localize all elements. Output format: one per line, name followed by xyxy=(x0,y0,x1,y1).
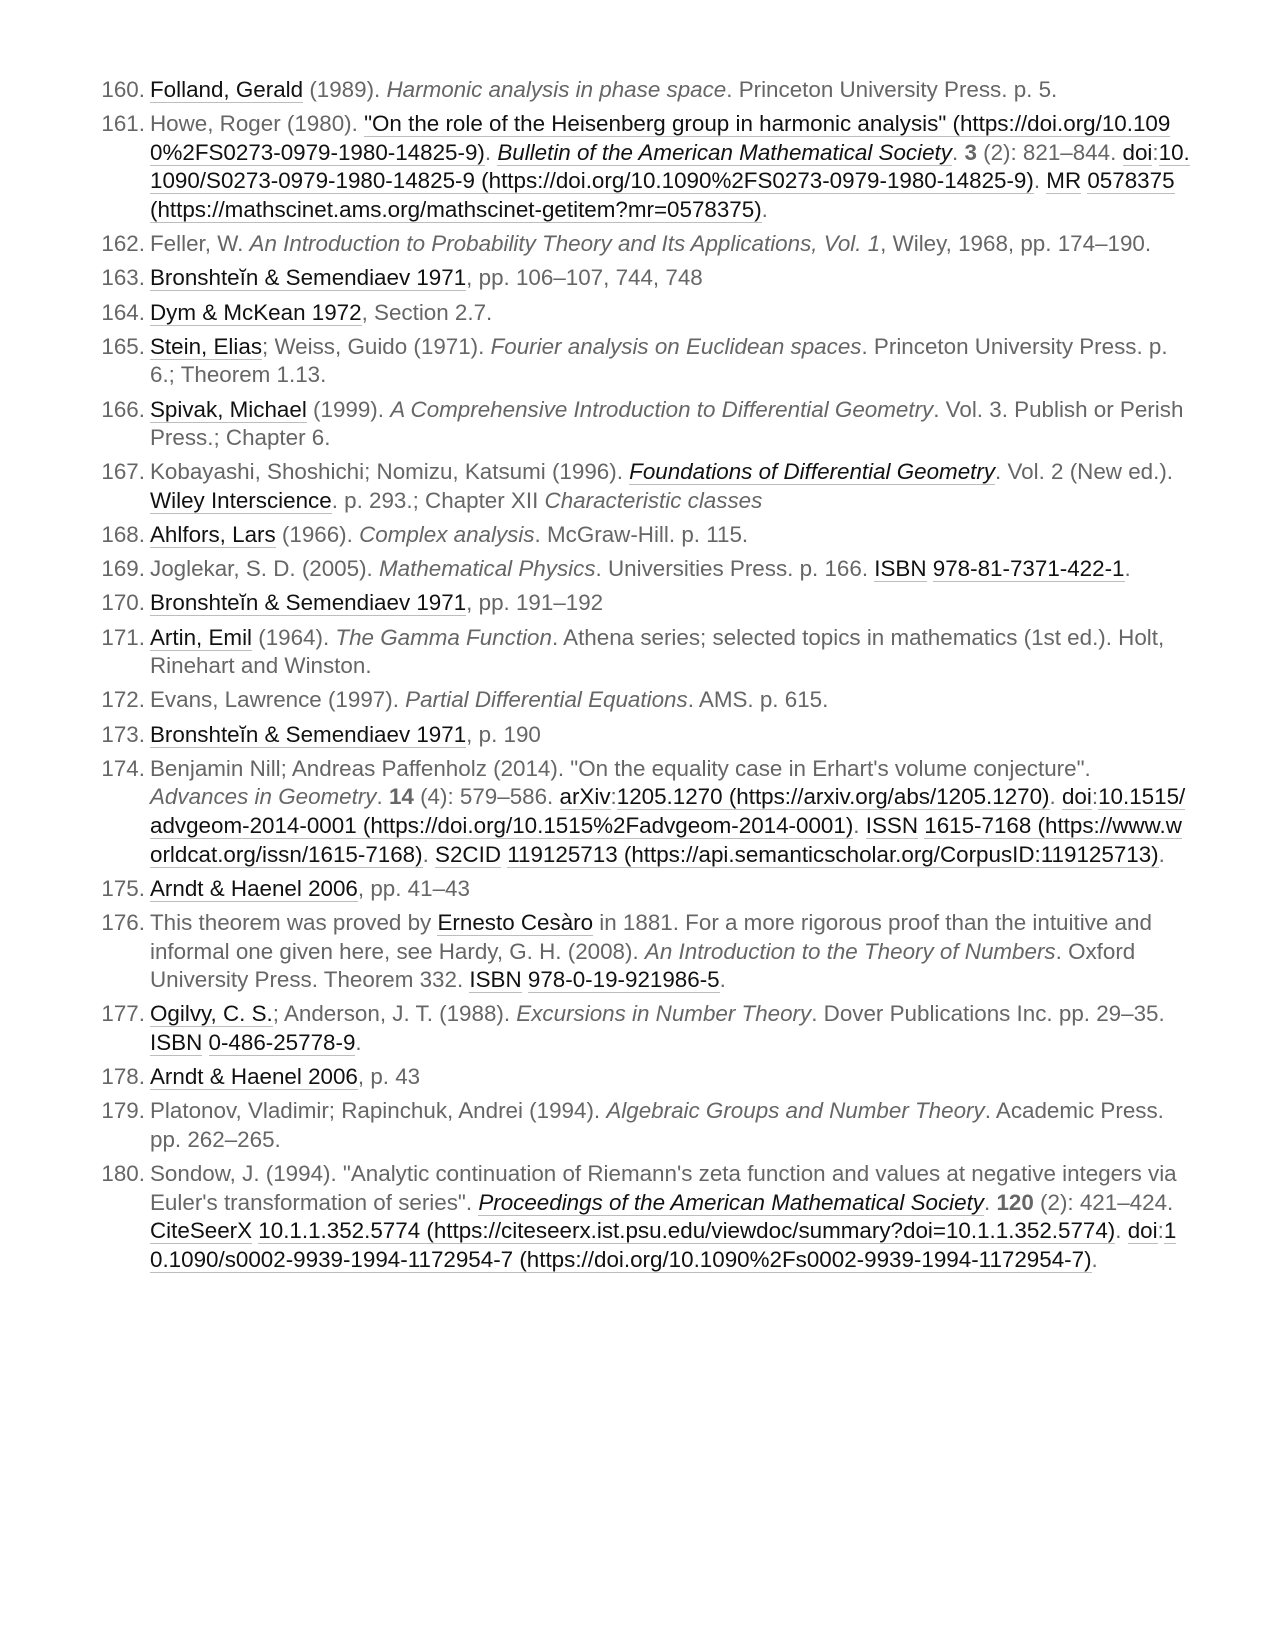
reference-fragment: . xyxy=(1049,784,1062,810)
reference-fragment: . Oxford University Press. Theorem 332. xyxy=(150,938,1136,993)
reference-title: A Comprehensive Introduction to Differential Geometry xyxy=(390,396,934,422)
reference-text xyxy=(150,556,1131,582)
reference-item xyxy=(90,909,1190,995)
reference-text xyxy=(150,722,541,748)
reference-fragment: . xyxy=(484,139,498,165)
reference-link[interactable]: Folland, Gerald xyxy=(150,77,304,102)
reference-fragment: : xyxy=(1157,1218,1164,1244)
reference-fragment: , Wiley, 1968, pp. 174–190. xyxy=(880,231,1152,257)
reference-number: 168. xyxy=(101,522,145,548)
reference-fragment: . xyxy=(1115,1218,1128,1244)
reference-fragment: ; Anderson, J. T. (1988). xyxy=(272,1001,517,1027)
reference-link[interactable]: ISBN xyxy=(150,1029,203,1055)
reference-number: 161. xyxy=(101,111,145,137)
reference-link[interactable]: Bronshteĭn & Semendiaev 1971 xyxy=(150,590,467,616)
reference-title: Mathematical Physics xyxy=(379,556,596,582)
reference-item xyxy=(90,396,1190,453)
reference-link[interactable]: 0578375 (https://mathscinet.ams.org/mathscinet-getitem?mr=0578375) xyxy=(150,168,1175,222)
reference-link[interactable]: Bronshteĭn & Semendiaev 1971 xyxy=(150,721,467,747)
reference-title: Harmonic analysis in phase space xyxy=(386,77,727,102)
reference-text xyxy=(150,1161,1177,1273)
reference-link[interactable]: Foundations of Differential Geometry xyxy=(629,459,996,485)
reference-link[interactable]: Arndt & Haenel 2006 xyxy=(150,875,358,901)
reference-title: Excursions in Number Theory xyxy=(516,1001,812,1027)
reference-fragment: : xyxy=(1152,139,1159,165)
reference-fragment: 3 xyxy=(964,139,977,165)
reference-item xyxy=(90,1097,1190,1154)
reference-text xyxy=(150,1064,420,1090)
reference-title: An Introduction to Probability Theory and Its Applications, Vol. 1 xyxy=(249,231,881,257)
reference-text xyxy=(150,625,1164,679)
reference-fragment: Joglekar, S. D. (2005). xyxy=(150,556,379,582)
reference-fragment: . xyxy=(376,784,389,810)
reference-fragment: This theorem was proved by xyxy=(150,909,438,935)
reference-fragment: (4): 579–586. xyxy=(413,784,560,810)
reference-link[interactable]: doi xyxy=(1061,784,1092,810)
reference-fragment: . Vol. 2 (New ed.). xyxy=(995,459,1174,485)
reference-number: 164. xyxy=(101,299,145,325)
reference-fragment: . xyxy=(422,841,436,867)
reference-fragment: (1999). xyxy=(306,396,391,422)
reference-fragment: . Vol. 3. Publish or Perish Press.; Chapter 6. xyxy=(150,396,1184,451)
reference-item xyxy=(90,1160,1190,1274)
reference-fragment: . xyxy=(853,812,866,838)
reference-item xyxy=(90,264,1190,293)
reference-link[interactable]: 1205.1270 (https://arxiv.org/abs/1205.1270) xyxy=(616,784,1050,810)
reference-item xyxy=(90,624,1190,681)
reference-item xyxy=(90,76,1190,105)
reference-text xyxy=(150,231,1151,256)
reference-fragment: . xyxy=(951,139,965,165)
reference-number: 172. xyxy=(101,687,145,713)
reference-link[interactable]: Ahlfors, Lars xyxy=(150,522,276,548)
reference-fragment: Sondow, J. (1994). "Analytic continuation of Riemann's zeta function and values at negative integers via Euler's transformation of series". xyxy=(150,1161,1177,1215)
reference-fragment: . xyxy=(355,1029,362,1055)
reference-fragment: (2): 421–424. xyxy=(1033,1189,1174,1215)
reference-link[interactable]: 1615-7168 (https://www.worldcat.org/issn/1615-7168) xyxy=(150,812,1182,867)
reference-fragment: . McGraw-Hill. p. 115. xyxy=(534,522,749,548)
reference-text xyxy=(150,590,603,616)
reference-number: 160. xyxy=(101,77,145,102)
reference-fragment: ; Weiss, Guido (1971). xyxy=(262,333,491,359)
reference-fragment: , pp. 106–107, 744, 748 xyxy=(466,265,703,291)
reference-fragment: . AMS. p. 615. xyxy=(687,687,829,713)
reference-number: 174. xyxy=(101,755,145,781)
reference-fragment: . Universities Press. p. 166. xyxy=(595,556,875,582)
reference-link[interactable]: Proceedings of the American Mathematical Society xyxy=(478,1189,985,1215)
reference-fragment: , Section 2.7. xyxy=(361,299,493,325)
reference-link[interactable]: "On the role of the Heisenberg group in harmonic analysis" (https://doi.org/10.1090%2FS0273-0979-1980-14825-9) xyxy=(150,111,1171,165)
reference-title: Complex analysis xyxy=(359,522,535,548)
reference-text xyxy=(150,265,703,291)
reference-fragment: , p. 190 xyxy=(466,721,541,747)
reference-fragment: : xyxy=(1091,784,1099,810)
reference-fragment: . Princeton University Press. p. 5. xyxy=(726,77,1058,102)
reference-fragment: . xyxy=(1091,1246,1098,1272)
reference-fragment: in 1881. For a more rigorous proof than the intuitive and informal one given here, see Hardy, G. H. (2008). xyxy=(150,909,1152,964)
reference-item xyxy=(90,686,1190,715)
reference-fragment xyxy=(927,556,933,581)
reference-link[interactable]: Stein, Elias xyxy=(150,333,263,359)
reference-link[interactable]: MR xyxy=(1046,168,1082,194)
reference-fragment: Feller, W. xyxy=(150,231,250,257)
reference-number: 177. xyxy=(101,1001,145,1027)
reference-fragment: 120 xyxy=(996,1189,1034,1215)
reference-item xyxy=(90,521,1190,550)
reference-fragment: . xyxy=(1158,841,1165,867)
reference-number: 176. xyxy=(101,909,145,935)
reference-link[interactable]: 978-81-7371-422-1 xyxy=(932,556,1125,582)
reference-link[interactable]: ISBN xyxy=(469,967,522,993)
reference-link[interactable]: 978-0-19-921986-5 xyxy=(527,967,720,993)
reference-item xyxy=(90,110,1190,224)
reference-number: 180. xyxy=(101,1161,145,1187)
reference-item xyxy=(90,230,1190,259)
reference-fragment: . xyxy=(984,1189,997,1215)
reference-fragment: Kobayashi, Shoshichi; Nomizu, Katsumi (1996). xyxy=(150,459,630,485)
reference-text xyxy=(150,397,1183,451)
reference-text xyxy=(150,1001,1165,1056)
reference-text xyxy=(150,459,1173,514)
reference-title: Advances in Geometry xyxy=(150,784,377,810)
reference-number: 179. xyxy=(101,1098,145,1124)
reference-item xyxy=(90,875,1190,904)
reference-fragment: , p. 43 xyxy=(357,1064,421,1090)
reference-fragment: (2): 821–844. xyxy=(976,139,1123,165)
reference-number: 178. xyxy=(101,1064,145,1090)
reference-link[interactable]: Dym & McKean 1972 xyxy=(150,299,362,325)
reference-fragment: 14 xyxy=(388,784,414,810)
reference-fragment: Benjamin Nill; Andreas Paffenholz (2014). "On the equality case in Erhart's volume conjecture". xyxy=(150,755,1091,781)
reference-list xyxy=(90,76,1190,1280)
reference-link[interactable]: arXiv xyxy=(559,784,611,810)
reference-fragment: : xyxy=(610,784,617,810)
reference-text xyxy=(150,111,1190,223)
reference-fragment: , pp. 41–43 xyxy=(357,875,470,901)
reference-link[interactable]: ISBN xyxy=(874,556,927,582)
reference-fragment: Evans, Lawrence (1997). xyxy=(150,687,406,713)
reference-fragment: Platonov, Vladimir; Rapinchuk, Andrei (1994). xyxy=(150,1098,607,1124)
reference-fragment: . xyxy=(761,196,768,222)
reference-item xyxy=(90,721,1190,750)
reference-item xyxy=(90,1000,1190,1057)
reference-number: 169. xyxy=(101,556,145,582)
reference-link[interactable]: 10.1090/s0002-9939-1994-1172954-7 (https://doi.org/10.1090%2Fs0002-9939-1994-1172954-7) xyxy=(150,1218,1177,1272)
reference-link[interactable]: doi xyxy=(1122,139,1153,165)
reference-link[interactable]: 10.1.1.352.5774 (https://citeseerx.ist.psu.edu/viewdoc/summary?doi=10.1.1.352.5774) xyxy=(258,1218,1116,1244)
reference-link[interactable]: Wiley Interscience xyxy=(150,487,332,513)
reference-link[interactable]: 0-486-25778-9 xyxy=(208,1029,356,1055)
reference-item xyxy=(90,555,1190,584)
reference-fragment xyxy=(522,967,528,992)
reference-number: 162. xyxy=(101,231,145,257)
reference-fragment: . xyxy=(1033,168,1047,194)
reference-link[interactable]: S2CID xyxy=(435,841,501,867)
reference-link[interactable]: Bulletin of the American Mathematical Society xyxy=(497,139,952,165)
reference-fragment: (1966). xyxy=(275,522,360,548)
reference-link[interactable]: ISSN xyxy=(865,812,919,838)
reference-number: 167. xyxy=(101,459,145,485)
reference-fragment: . xyxy=(719,967,726,993)
reference-item xyxy=(90,755,1190,869)
reference-link[interactable]: 119125713 (https://api.semanticscholar.org/CorpusID:119125713) xyxy=(507,841,1159,867)
reference-fragment: . Athena series; selected topics in mathematics (1st ed.). Holt, Rinehart and Winston. xyxy=(150,624,1165,679)
reference-fragment: (1964). xyxy=(252,624,336,650)
reference-text xyxy=(150,910,1152,993)
reference-item xyxy=(90,333,1190,390)
reference-title: An Introduction to the Theory of Numbers xyxy=(644,938,1056,964)
reference-link[interactable]: Ernesto Cesàro xyxy=(437,909,594,935)
reference-number: 173. xyxy=(101,721,145,747)
reference-text xyxy=(150,1098,1164,1152)
reference-item xyxy=(90,1063,1190,1092)
reference-fragment: . Dover Publications Inc. pp. 29–35. xyxy=(811,1001,1165,1027)
reference-fragment: (1989). xyxy=(303,77,387,102)
reference-number: 165. xyxy=(101,333,145,359)
reference-number: 171. xyxy=(101,624,145,650)
reference-fragment: . p. 293.; Chapter XII xyxy=(331,487,545,513)
reference-number: 170. xyxy=(101,590,145,616)
reference-title: Fourier analysis on Euclidean spaces xyxy=(490,333,862,359)
reference-title: Characteristic classes xyxy=(544,487,763,513)
reference-fragment: , pp. 191–192 xyxy=(466,590,604,616)
reference-item xyxy=(90,299,1190,328)
reference-fragment xyxy=(202,1030,208,1055)
reference-text xyxy=(150,77,1057,103)
reference-title: Partial Differential Equations xyxy=(405,687,688,713)
reference-text xyxy=(150,876,470,902)
reference-link[interactable]: 10.1090/S0273-0979-1980-14825-9 (https://doi.org/10.1090%2FS0273-0979-1980-14825-9) xyxy=(150,139,1190,194)
reference-text xyxy=(150,756,1185,868)
reference-item xyxy=(90,458,1190,515)
reference-number: 163. xyxy=(101,265,145,291)
reference-number: 166. xyxy=(101,396,145,422)
reference-text xyxy=(150,687,828,712)
reference-link[interactable]: doi xyxy=(1127,1218,1158,1244)
reference-link[interactable]: Spivak, Michael xyxy=(150,396,307,422)
reference-text xyxy=(150,334,1168,388)
reference-fragment: . Academic Press. pp. 262–265. xyxy=(150,1098,1164,1152)
reference-link[interactable]: Artin, Emil xyxy=(150,624,253,650)
reference-fragment: . Princeton University Press. p. 6.; Theorem 1.13. xyxy=(150,333,1168,388)
reference-title: Algebraic Groups and Number Theory xyxy=(606,1098,985,1124)
reference-fragment: . xyxy=(1124,556,1131,582)
reference-text xyxy=(150,300,492,326)
reference-number: 175. xyxy=(101,875,145,901)
reference-link[interactable]: Bronshteĭn & Semendiaev 1971 xyxy=(150,265,467,291)
reference-link[interactable]: 10.1515/advgeom-2014-0001 (https://doi.org/10.1515%2Fadvgeom-2014-0001) xyxy=(150,784,1186,838)
reference-title: The Gamma Function xyxy=(335,624,552,650)
reference-item xyxy=(90,589,1190,618)
reference-text xyxy=(150,522,748,548)
reference-link[interactable]: CiteSeerX xyxy=(150,1218,253,1244)
reference-link[interactable]: Ogilvy, C. S. xyxy=(150,1001,273,1027)
reference-fragment: Howe, Roger (1980). xyxy=(150,111,365,137)
reference-link[interactable]: Arndt & Haenel 2006 xyxy=(150,1064,358,1090)
